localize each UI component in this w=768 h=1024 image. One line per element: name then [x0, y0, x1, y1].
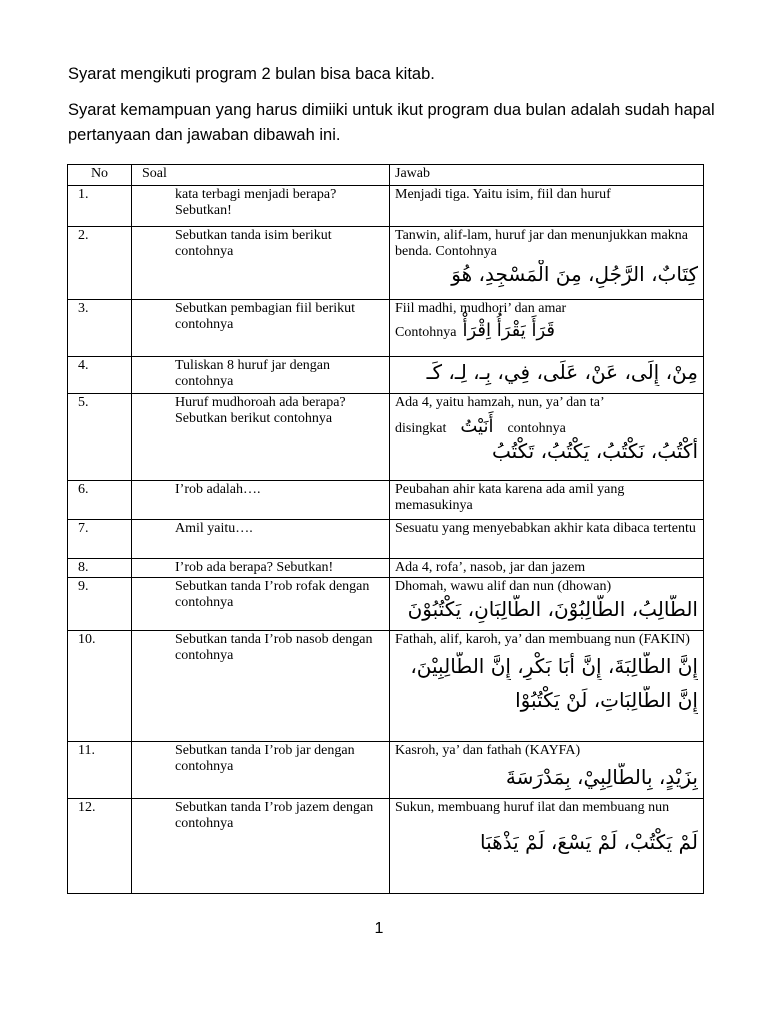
arabic-example: الطَّالِبُ، الطَّالِبُوْنَ، الطَّالِبَانِ، يَكْتُبُوْنَ	[407, 597, 698, 621]
row-jawab	[390, 227, 704, 300]
row-soal: I’rob ada berapa? Sebutkan!	[132, 559, 390, 578]
row-soal: Huruf mudhoroah ada berapa? Sebutkan berikut contohnya	[132, 394, 390, 481]
header-jawab: Jawab	[390, 165, 704, 186]
row-soal: Tuliskan 8 huruf jar dengan contohnya	[132, 357, 390, 394]
arabic-example: قَرَأَ يَقْرَأُ اِقْرَأْ	[462, 320, 556, 341]
arabic-example: إِنَّ الطَّالِبَاتِ، لَنْ يَكْتُبُوْا	[515, 688, 698, 712]
jawab-example-line	[395, 416, 698, 437]
table-row	[68, 799, 704, 894]
row-no: 1.	[68, 186, 132, 227]
intro-line-1: Syarat mengikuti program 2 bulan bisa baca kitab.	[68, 65, 435, 83]
row-jawab: Sesuatu yang menyebabkan akhir kata dibaca tertentu	[390, 520, 704, 559]
row-no: 5.	[68, 394, 132, 481]
row-soal: Sebutkan tanda isim berikut contohnya	[132, 227, 390, 300]
row-soal: Sebutkan tanda I’rob rofak dengan contohnya	[132, 578, 390, 631]
table-row	[68, 578, 704, 631]
table-row	[68, 481, 704, 520]
row-soal: Sebutkan tanda I’rob nasob dengan contohnya	[132, 631, 390, 742]
row-soal: kata terbagi menjadi berapa? Sebutkan!	[132, 186, 390, 227]
header-soal: Soal	[132, 165, 390, 186]
row-soal: Sebutkan tanda I’rob jazem dengan contohnya	[132, 799, 390, 894]
row-no: 7.	[68, 520, 132, 559]
arabic-abbrev: أَنَيْتُ	[460, 416, 494, 437]
row-jawab: Ada 4, rofa’, nasob, jar dan jazem	[390, 559, 704, 578]
table-row	[68, 357, 704, 394]
row-no: 3.	[68, 300, 132, 357]
row-jawab	[390, 300, 704, 357]
jawab-example-line	[395, 320, 698, 341]
table-row	[68, 520, 704, 559]
row-no: 9.	[68, 578, 132, 631]
row-no: 11.	[68, 742, 132, 799]
qa-table	[67, 164, 704, 894]
jawab-text: Fathah, alif, karoh, ya’ dan membuang nun (FAKIN)	[395, 632, 690, 647]
jawab-text: Tanwin, alif-lam, huruf jar dan menunjukkan makna benda. Contohnya	[395, 228, 688, 259]
row-jawab: Menjadi tiga. Yaitu isim, fiil dan huruf	[390, 186, 704, 227]
row-soal: Sebutkan tanda I’rob jar dengan contohnya	[132, 742, 390, 799]
row-no: 4.	[68, 357, 132, 394]
jawab-text: Ada 4, yaitu hamzah, nun, ya’ dan ta’	[395, 395, 605, 410]
row-jawab	[390, 631, 704, 742]
table-row	[68, 227, 704, 300]
arabic-example: لَمْ يَكْتُبْ، لَمْ يَسْعَ، لَمْ يَذْهَبَا	[480, 830, 698, 854]
row-jawab	[390, 742, 704, 799]
jawab-text: Fiil madhi, mudhori’ dan amar	[395, 301, 567, 316]
row-no: 6.	[68, 481, 132, 520]
page-number: 1	[374, 920, 384, 937]
arabic-example: إِنَّ الطَّالِبَةَ، إِنَّ أَبَا بَكْرٍ، إِنَّ الطَّالِبِيْنَ،	[410, 654, 698, 678]
jawab-text: Sukun, membuang huruf ilat dan membuang nun	[395, 800, 670, 815]
row-no: 10.	[68, 631, 132, 742]
row-jawab: Peubahan ahir kata karena ada amil yang memasukinya	[390, 481, 704, 520]
row-soal: Amil yaitu….	[132, 520, 390, 559]
header-no: No	[68, 165, 132, 186]
jawab-text: Kasroh, ya’ dan fathah (KAYFA)	[395, 743, 581, 758]
table-row	[68, 742, 704, 799]
table-row	[68, 559, 704, 578]
intro-line-2: Syarat kemampuan yang harus dimiiki untuk ikut program dua bulan adalah sudah hapal pertanyaan dan jawaban dibawah ini.	[68, 101, 715, 144]
row-soal: Sebutkan pembagian fiil berikut contohnya	[132, 300, 390, 357]
row-no: 8.	[68, 559, 132, 578]
arabic-example: كِتَابٌ، الرَّجُلِ، مِنَ الْمَسْجِدِ، هُوَ	[451, 262, 698, 286]
jawab-label: contohnya	[507, 421, 566, 436]
row-no: 2.	[68, 227, 132, 300]
arabic-example: أَكْتُبُ، نَكْتُبُ، يَكْتُبُ، تَكْتُبُ	[491, 439, 698, 463]
arabic-example: مِنْ، إِلَى، عَنْ، عَلَى، فِي، بِـ، لِـ، كَـ	[426, 360, 698, 384]
arabic-example: بِزَيْدٍ، بِالطَّالِبِيْ، بِمَدْرَسَةَ	[505, 765, 698, 789]
table-row	[68, 394, 704, 481]
table-row	[68, 300, 704, 357]
row-jawab	[390, 357, 704, 394]
jawab-text: Dhomah, wawu alif dan nun (dhowan)	[395, 579, 612, 594]
row-no: 12.	[68, 799, 132, 894]
jawab-label: Contohnya	[395, 325, 457, 340]
row-jawab	[390, 799, 704, 894]
jawab-label: disingkat	[395, 421, 447, 436]
table-header-row	[68, 165, 704, 186]
table-row	[68, 186, 704, 227]
table-row	[68, 631, 704, 742]
row-jawab	[390, 394, 704, 481]
row-soal: I’rob adalah….	[132, 481, 390, 520]
row-jawab	[390, 578, 704, 631]
